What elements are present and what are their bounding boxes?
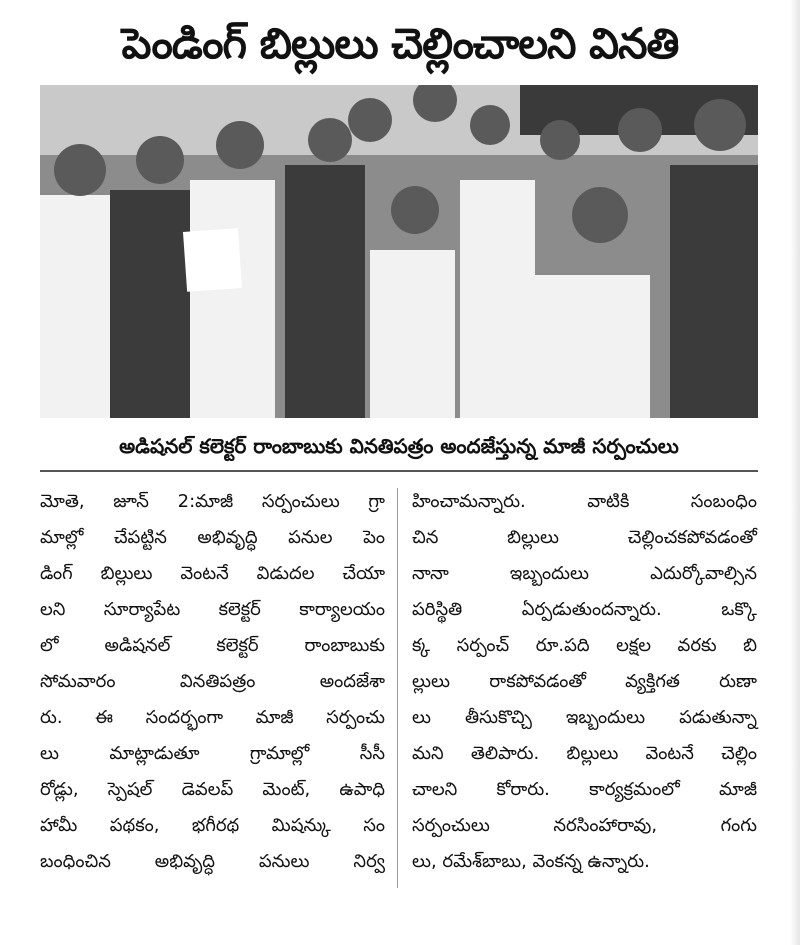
photo-caption: అడిషనల్ కలెక్టర్ రాంబాబుకు వినతిపత్రం అందజేస్తున్న మాజీ సర్పంచులు [119, 434, 679, 458]
article-line: బంధించిన అభివృద్ధి పనులు నిర్వ [40, 851, 385, 872]
article-line: నానా ఇబ్బందులు ఎదుర్కోవాల్సిన [412, 563, 757, 584]
news-photo-illustration [40, 85, 758, 418]
article-line: చిన బిల్లులు చెల్లించకపోవడంతో [412, 527, 757, 548]
article-line: సర్పంచులు నరసింహారావు, గంగు [412, 815, 757, 836]
article-line: మోతె, జూన్ 2:మాజీ సర్పంచులు గ్రా [40, 491, 385, 512]
article-line: రు. ఈ సందర్భంగా మాజీ సర్పంచు [40, 707, 385, 728]
article-line: సోమవారం వినతిపత్రం అందజేశా [40, 671, 385, 692]
article-line: మని తెలిపారు. బిల్లులు వెంటనే చెల్లిం [412, 743, 757, 764]
article-line: లని సూర్యాపేట కలెక్టర్ కార్యాలయం [40, 599, 385, 620]
article-line: మాల్లో చేపట్టిన అభివృద్ధి పనుల పెం [40, 527, 385, 548]
article-line: లు, రమేశ్‌బాబు, వెంకన్న ఉన్నారు. [412, 851, 650, 872]
article-line: చాలని కోరారు. కార్యక్రమంలో మాజీ [412, 779, 757, 800]
article-line: పరిస్థితి ఏర్పడుతుందన్నారు. ఒక్కొ [412, 599, 757, 620]
article-column-right [412, 484, 757, 880]
caption-rule [40, 470, 758, 472]
article-column-left [40, 484, 385, 880]
article-line: లు మాట్లాడుతూ గ్రామాల్లో సీసీ [40, 743, 385, 764]
article-line: రోడ్లు, స్పెషల్ డెవలప్ మెంట్, ఉపాధి [40, 779, 385, 800]
news-photo [40, 85, 758, 418]
article-line: లు తీసుకొచ్చి ఇబ్బందులు పడుతున్నా [412, 707, 757, 728]
article-line: డింగ్ బిల్లులు వెంటనే విడుదల చేయా [40, 563, 385, 584]
column-divider [397, 488, 398, 888]
article-line: ల్లులు రాకపోవడంతో వ్యక్తిగత రుణా [412, 671, 757, 692]
page-edge-shadow [790, 0, 800, 945]
headline: పెండింగ్ బిల్లులు చెల్లించాలని వినతి [121, 19, 679, 68]
article-line: లో అడిషనల్ కలెక్టర్ రాంబాబుకు [40, 635, 385, 656]
article-line: హామీ పథకం, భగీరథ మిషన్కు సం [40, 815, 385, 836]
article-line: హించామన్నారు. వాటికి సంబంధిం [412, 491, 757, 512]
article-line: క్క సర్పంచ్ రూ.పది లక్షల వరకు బి [412, 635, 757, 656]
